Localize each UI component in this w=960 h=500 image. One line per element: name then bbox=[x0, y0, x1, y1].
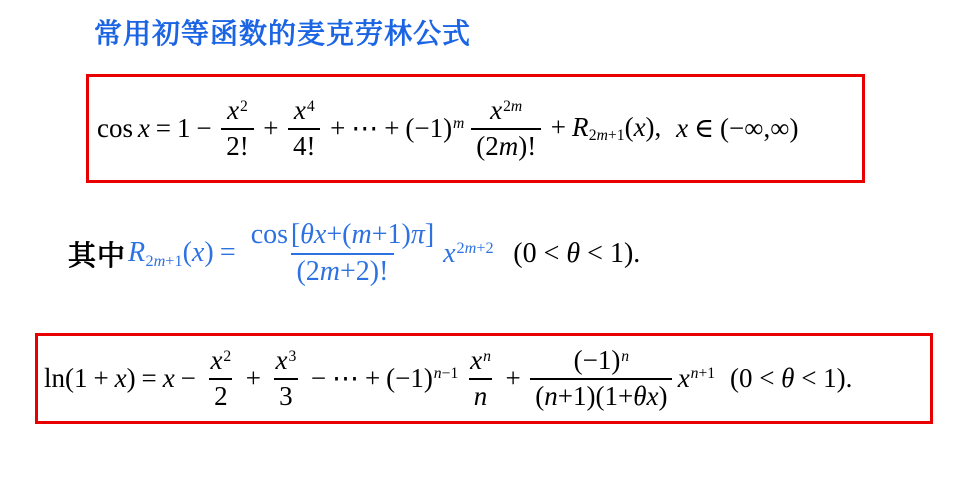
math-token bbox=[288, 95, 320, 162]
remainder-line bbox=[68, 211, 640, 297]
math-token: m bbox=[464, 239, 477, 258]
math-token bbox=[465, 345, 495, 377]
math-token: − bbox=[180, 363, 196, 393]
math-token bbox=[289, 95, 319, 127]
math-token: x bbox=[490, 95, 503, 126]
math-token: θx bbox=[633, 380, 659, 411]
math-token bbox=[535, 381, 667, 411]
math-token: m bbox=[510, 97, 523, 115]
math-token: (2 bbox=[476, 130, 499, 161]
math-token: (1 bbox=[65, 363, 88, 393]
math-token bbox=[503, 98, 522, 115]
math-token: 4 bbox=[306, 97, 315, 115]
math-token bbox=[676, 113, 798, 144]
math-token bbox=[485, 95, 527, 127]
math-token: + bbox=[93, 363, 109, 393]
math-token bbox=[223, 348, 231, 365]
math-token bbox=[44, 345, 852, 412]
math-token bbox=[97, 95, 798, 162]
math-token: + bbox=[263, 113, 279, 143]
math-token: +2)! bbox=[340, 256, 389, 288]
math-token: (−1) bbox=[405, 113, 453, 143]
math-token bbox=[246, 219, 440, 253]
math-token bbox=[274, 378, 297, 412]
math-token bbox=[138, 113, 218, 144]
math-token bbox=[246, 219, 440, 288]
math-token: m bbox=[153, 251, 166, 270]
math-token: = bbox=[219, 237, 236, 269]
math-token bbox=[661, 128, 676, 129]
ln-formula-box bbox=[35, 333, 933, 424]
math-token bbox=[443, 238, 494, 270]
math-token bbox=[530, 378, 672, 412]
math-token: ∈ bbox=[694, 113, 715, 143]
math-token: = bbox=[155, 113, 172, 143]
math-token: ⋯ bbox=[351, 113, 379, 143]
math-token bbox=[476, 131, 536, 161]
math-token bbox=[128, 219, 494, 288]
math-token: [ bbox=[290, 219, 301, 251]
math-token: θx bbox=[300, 219, 327, 251]
math-token bbox=[288, 128, 320, 162]
math-token bbox=[545, 112, 661, 146]
math-token: R bbox=[571, 111, 589, 142]
math-token bbox=[458, 378, 461, 379]
math-token: x bbox=[191, 237, 205, 269]
math-token: m bbox=[351, 219, 372, 251]
math-token bbox=[457, 239, 494, 257]
math-token: + bbox=[505, 363, 521, 393]
math-token bbox=[405, 113, 452, 143]
math-token: R bbox=[128, 237, 146, 269]
math-token: n bbox=[690, 365, 699, 383]
math-token: + bbox=[330, 113, 346, 143]
math-token: +1 bbox=[607, 127, 625, 145]
math-token: 2 bbox=[456, 239, 465, 258]
math-token: + bbox=[245, 363, 261, 393]
math-token bbox=[257, 113, 284, 144]
math-token: ln bbox=[44, 363, 66, 393]
remainder-prefix: 其中 bbox=[68, 241, 127, 272]
math-token: +1)(1+ bbox=[557, 380, 634, 411]
math-token: ) bbox=[658, 380, 668, 411]
math-token bbox=[65, 363, 88, 393]
math-token: −1 bbox=[441, 365, 459, 383]
cos-formula-box bbox=[86, 74, 865, 183]
math-token: x bbox=[293, 95, 306, 126]
math-token: cos bbox=[97, 113, 133, 143]
math-token: x bbox=[114, 363, 127, 393]
math-token bbox=[625, 112, 662, 142]
math-token: n bbox=[473, 380, 488, 411]
math-token: ( bbox=[624, 111, 634, 142]
math-token: 2 bbox=[145, 251, 154, 270]
math-token: − bbox=[310, 363, 327, 393]
math-token: m bbox=[453, 115, 465, 133]
math-token bbox=[145, 252, 182, 270]
math-token bbox=[291, 253, 393, 289]
math-token bbox=[221, 95, 253, 162]
math-token: x bbox=[162, 363, 175, 393]
math-token: n bbox=[544, 380, 558, 411]
remainder-formula bbox=[128, 219, 640, 288]
math-token: 4! bbox=[293, 130, 316, 161]
math-token: x bbox=[210, 345, 223, 376]
math-token: ⋯ bbox=[332, 363, 360, 393]
math-token: (0 < bbox=[513, 238, 567, 269]
math-token bbox=[305, 363, 458, 394]
math-token: θ bbox=[781, 363, 795, 393]
math-token: n bbox=[621, 347, 630, 365]
math-token bbox=[291, 219, 434, 250]
math-token bbox=[206, 345, 236, 377]
math-token: x bbox=[676, 113, 689, 143]
math-token bbox=[222, 95, 252, 127]
math-token: < 1). bbox=[794, 363, 853, 393]
math-token bbox=[494, 238, 641, 270]
math-token bbox=[240, 98, 248, 115]
math-token bbox=[678, 363, 715, 394]
math-token: (−1) bbox=[573, 345, 621, 376]
math-token: ] bbox=[424, 219, 435, 251]
math-token: (0 < bbox=[729, 363, 782, 393]
math-token bbox=[271, 345, 301, 377]
math-token bbox=[574, 345, 621, 375]
math-token bbox=[715, 378, 730, 379]
math-token bbox=[221, 128, 253, 162]
math-token: + bbox=[384, 113, 400, 143]
math-token: ) bbox=[204, 237, 214, 269]
math-token: = bbox=[141, 363, 157, 393]
math-token: +1) bbox=[371, 219, 411, 251]
math-token: n bbox=[483, 347, 491, 365]
math-token: m bbox=[596, 127, 608, 145]
math-token bbox=[621, 348, 629, 365]
math-token: − bbox=[196, 113, 212, 143]
math-token: 3 bbox=[279, 380, 293, 411]
page-title: 常用初等函数的麦克劳林公式 bbox=[94, 19, 472, 50]
math-token bbox=[471, 128, 541, 162]
math-token: m bbox=[319, 256, 341, 288]
math-token: 3 bbox=[288, 347, 297, 365]
math-token bbox=[513, 238, 640, 269]
math-token: (−1) bbox=[386, 363, 433, 393]
math-token bbox=[465, 345, 495, 412]
math-token: 2 bbox=[223, 347, 232, 365]
math-token bbox=[183, 237, 214, 268]
math-token bbox=[469, 378, 492, 412]
math-token: x bbox=[677, 363, 690, 393]
math-token: ), bbox=[645, 111, 662, 142]
math-token bbox=[691, 365, 716, 382]
math-token: m bbox=[498, 130, 519, 161]
math-token: +2 bbox=[476, 239, 494, 258]
math-token bbox=[500, 363, 527, 394]
math-token: 2 bbox=[239, 97, 248, 115]
math-token: x bbox=[633, 111, 646, 142]
math-token bbox=[730, 363, 852, 394]
math-token bbox=[453, 115, 464, 132]
math-token bbox=[483, 348, 491, 365]
math-token bbox=[206, 345, 236, 412]
math-token: 2! bbox=[226, 130, 249, 161]
math-token: 2 bbox=[503, 97, 511, 115]
math-token: ( bbox=[535, 380, 545, 411]
math-token bbox=[271, 345, 301, 412]
math-token: + bbox=[364, 363, 381, 393]
math-token bbox=[209, 378, 232, 412]
math-token: ) bbox=[126, 363, 136, 393]
math-token: 2 bbox=[588, 127, 597, 145]
math-token bbox=[115, 363, 136, 393]
math-token bbox=[730, 363, 852, 393]
math-token: 2 bbox=[214, 380, 228, 411]
math-token bbox=[386, 363, 433, 393]
math-token: x bbox=[470, 345, 483, 376]
math-token bbox=[513, 238, 640, 270]
math-token bbox=[97, 113, 133, 144]
math-token bbox=[569, 345, 634, 377]
math-token: x bbox=[443, 238, 456, 269]
math-token: +( bbox=[326, 219, 352, 251]
math-token bbox=[589, 127, 625, 144]
math-token: (2 bbox=[296, 256, 320, 288]
math-token bbox=[720, 113, 798, 143]
math-token: +1 bbox=[698, 365, 716, 383]
math-token: θ bbox=[566, 238, 581, 269]
math-token bbox=[324, 113, 464, 144]
math-token bbox=[296, 256, 388, 287]
math-token bbox=[471, 95, 541, 162]
math-token bbox=[434, 365, 459, 382]
math-token: < 1). bbox=[580, 238, 641, 269]
math-token: π bbox=[410, 219, 425, 251]
math-token: x bbox=[227, 95, 240, 126]
math-token: + bbox=[550, 111, 566, 142]
math-token: x bbox=[275, 345, 288, 376]
math-token bbox=[530, 345, 672, 412]
math-token bbox=[494, 254, 514, 255]
math-token bbox=[240, 363, 267, 394]
math-token: ( bbox=[182, 237, 192, 269]
math-token bbox=[128, 237, 242, 271]
math-token bbox=[464, 128, 467, 129]
math-token bbox=[307, 98, 315, 115]
math-token: x bbox=[137, 113, 150, 143]
math-token: n bbox=[433, 365, 442, 383]
ln-formula bbox=[44, 345, 852, 412]
math-token bbox=[288, 348, 296, 365]
math-token: cos bbox=[250, 219, 289, 251]
cos-formula bbox=[97, 95, 798, 162]
math-token bbox=[44, 363, 202, 394]
math-token: +1 bbox=[165, 251, 183, 270]
math-token: (−∞,∞) bbox=[720, 113, 799, 143]
math-token: 1 bbox=[176, 113, 191, 143]
math-token: )! bbox=[518, 130, 537, 161]
